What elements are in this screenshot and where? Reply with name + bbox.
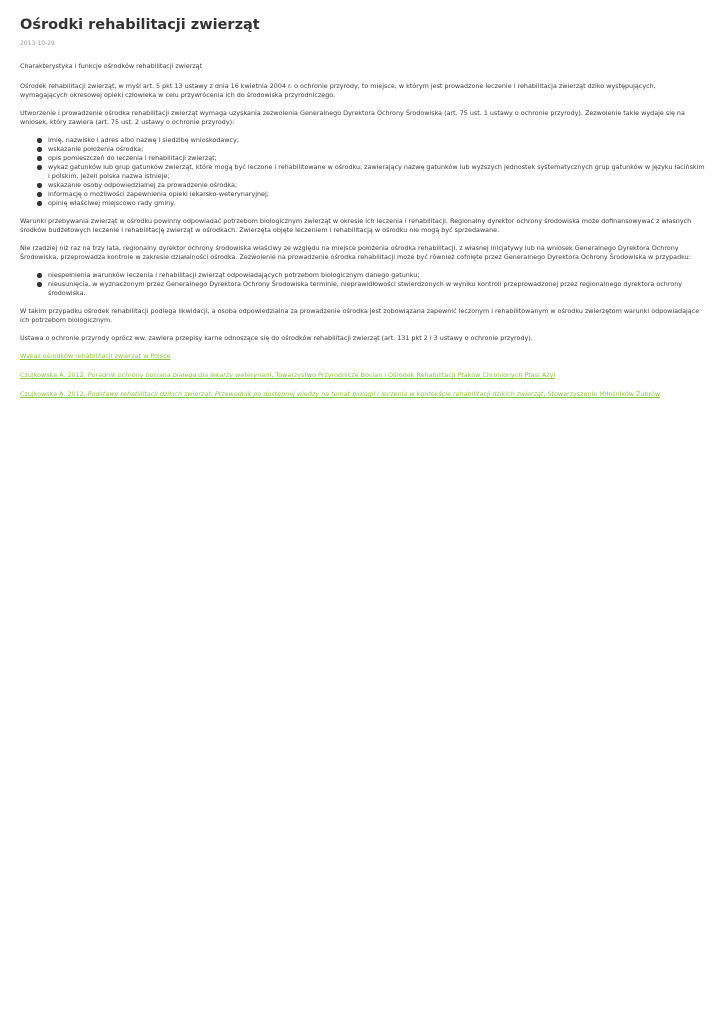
list-item: opinię właściwej miejscowo rady gminy. — [48, 199, 705, 208]
centers-list-link-paragraph — [20, 352, 705, 361]
list-item: wskazanie położenia ośrodka; — [48, 145, 705, 154]
list-item: opis pomieszczeń do leczenia i rehabilitacji zwierząt; — [48, 154, 705, 163]
article-lead: Charakterystyka i funkcje ośrodków rehabilitacji zwierząt — [20, 62, 203, 70]
reference-2-title: Podstawy rehabilitacji dzikich zwierząt. Przewodnik po dostępnej wiedzy na temat biologii i leczenia w kontekście rehabilitacji dzikich zwierząt — [87, 390, 544, 398]
article — [0, 0, 725, 399]
reference-1-title: Poradnik ochrony bociana białego dla lekarzy weterynarii — [87, 371, 272, 379]
paragraph-liquidation: W takim przypadku ośrodek rehabilitacji podlega likwidacji, a osoba odpowiedzialna za prowadzenie ośrodka jest zobowiązana zapewnić leczonym i rehabilitowanym w ośrodku zwierzętom warunki odpowiadające ich potrzebom biologicznym. — [20, 307, 700, 324]
reference-2-link[interactable] — [20, 390, 660, 398]
paragraph-inspections: Nie rzadziej niż raz na trzy lata, regionalny dyrektor ochrony środowiska właściwy ze względu na miejsce położenia ośrodka rehabilitacji, z własnej inicjatywy lub na wniosek Generalnego Dyrektora Ochrony Środowiska, przeprowadza kontrole w zakresie działalności ośrodka. Zezwolenie na prowadzenie ośrodka rehabilitacji może być również cofnięte przez Generalnego Dyrektora Ochrony Środowiska w przypadku: — [20, 244, 691, 261]
page-title: Ośrodki rehabilitacji zwierząt — [20, 17, 260, 33]
revocation-reasons-list — [20, 271, 705, 298]
list-item: informację o możliwości zapewnienia opieki lekarsko-weterynaryjnej; — [48, 190, 705, 199]
paragraph-definition: Ośrodek rehabilitacji zwierząt, w myśl art. 5 pkt 13 ustawy z dnia 16 kwietnia 2004 r. o ochronie przyrody, to miejsce, w którym jest prowadzone leczenie i rehabilitacja zwierząt dziko występujących, wymagających okresowej opieki człowieka w celu przywrócenia ich do środowiska przyrodniczego. — [20, 82, 656, 99]
list-item: imię, nazwisko i adres albo nazwę i siedzibę wnioskodawcy; — [48, 136, 705, 145]
paragraph-permit: Utworzenie i prowadzenie ośrodka rehabilitacji zwierząt wymaga uzyskania zezwolenia Generalnego Dyrektora Ochrony Środowiska (art. 75 ust. 1 ustawy o ochronie przyrody). Zezwolenie takie wydaje się na wniosek, który zawiera (art. 75 ust. 2 ustawy o ochronie przyrody): — [20, 109, 685, 126]
publish-date: 2013-10-29 — [20, 40, 55, 47]
paragraph-penal-provisions: Ustawa o ochronie przyrody oprócz ww. zawiera przepisy karne odnoszące się do ośrodków rehabilitacji zwierząt (art. 131 pkt 2 i 3 ustawy o ochronie przyrody). — [20, 334, 533, 342]
reference-1-link[interactable] — [20, 371, 555, 379]
list-item: wskazanie osoby odpowiedzialnej za prowadzenie ośrodka; — [48, 181, 705, 190]
list-item: niespełnienia warunków leczenia i rehabilitacji zwierząt odpowiadających potrzebom biologicznym danego gatunku; — [48, 271, 705, 280]
centers-list-link[interactable]: Wykaz ośrodków rehabilitacji zwierząt w Polsce — [20, 352, 171, 360]
paragraph-conditions: Warunki przebywania zwierząt w ośrodku powinny odpowiadać potrzebom biologicznym zwierząt w okresie ich leczenia i rehabilitacji. Regionalny dyrektor ochrony środowiska może dofinansowywać z własnych środków budżetowych leczenie i rehabilitację zwierząt w ośrodkach. Zwierzęta objęte leczeniem i rehabilitacją w ośrodku nie mogą być sprzedawane. — [20, 217, 692, 234]
reference-1-author: Czujkowska A. 2012, — [20, 371, 88, 379]
application-requirements-list — [20, 136, 705, 208]
reference-1 — [20, 371, 705, 380]
list-item: wykaz gatunków lub grup gatunków zwierząt, które mogą być leczone i rehabilitowane w ośrodku, zawierający nazwę gatunków lub wyższych jednostek systematycznych grup gatunków w języku łacińskim i polskim, jeżeli polska nazwa istnieje; — [48, 163, 705, 180]
reference-1-publisher: , Towarzystwo Przyrodnicze Bocian i Ośrodek Rehabilitacji Ptaków Chronionych Ptasi Azyl — [271, 371, 556, 379]
list-item: nieusunięcia, w wyznaczonym przez Generalnego Dyrektora Ochrony Środowiska terminie, nieprawidłowości stwierdzonych w wyniku kontroli przeprowadzonej przez regionalnego dyrektora ochrony środowiska. — [48, 280, 705, 298]
reference-2 — [20, 390, 705, 399]
reference-2-publisher: , Stowarzyszenie Miłośników Żubrów — [543, 390, 661, 398]
reference-2-author: Czujkowska A. 2012, — [20, 390, 88, 398]
